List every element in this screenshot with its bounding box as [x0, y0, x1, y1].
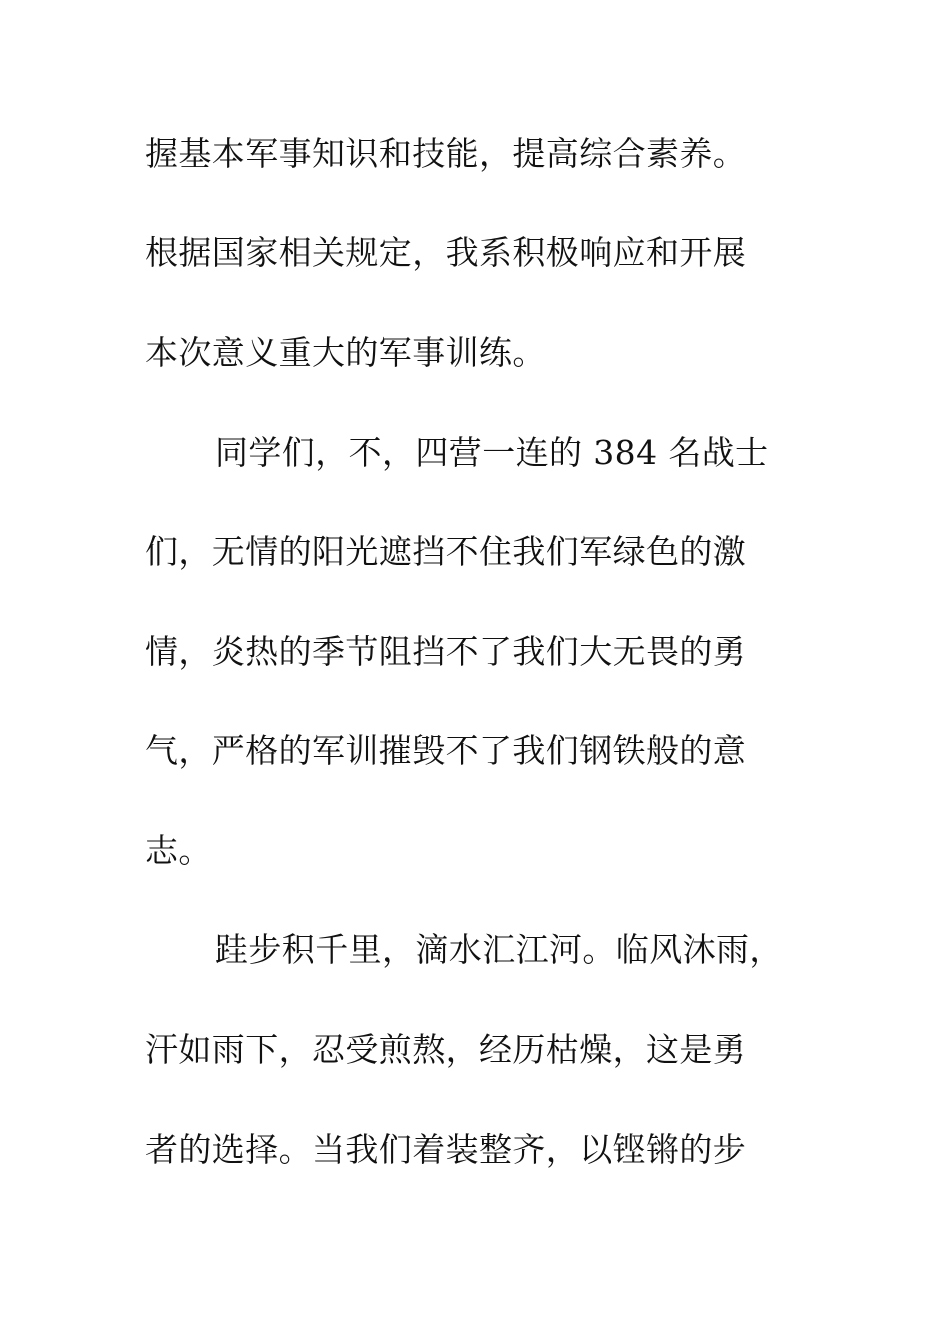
text-line: 同学们，不，四营一连的 384 名战士 — [215, 433, 769, 472]
text-line: 根据国家相关规定，我系积极响应和开展 — [145, 233, 747, 272]
text-line: 志。 — [145, 831, 212, 870]
text-line: 们，无情的阳光遮挡不住我们军绿色的激 — [145, 532, 747, 571]
text-line: 跬步积千里，滴水汇江河。临风沐雨， — [215, 930, 783, 969]
text-line: 握基本军事知识和技能，提高综合素养。 — [145, 134, 747, 173]
text-line: 情，炎热的季节阻挡不了我们大无畏的勇 — [145, 632, 747, 671]
text-line: 气，严格的军训摧毁不了我们钢铁般的意 — [145, 731, 747, 770]
text-line: 汗如雨下，忍受煎熬，经历枯燥，这是勇 — [145, 1030, 747, 1069]
text-line: 本次意义重大的军事训练。 — [145, 333, 546, 372]
text-line: 者的选择。当我们着装整齐，以铿锵的步 — [145, 1130, 747, 1169]
